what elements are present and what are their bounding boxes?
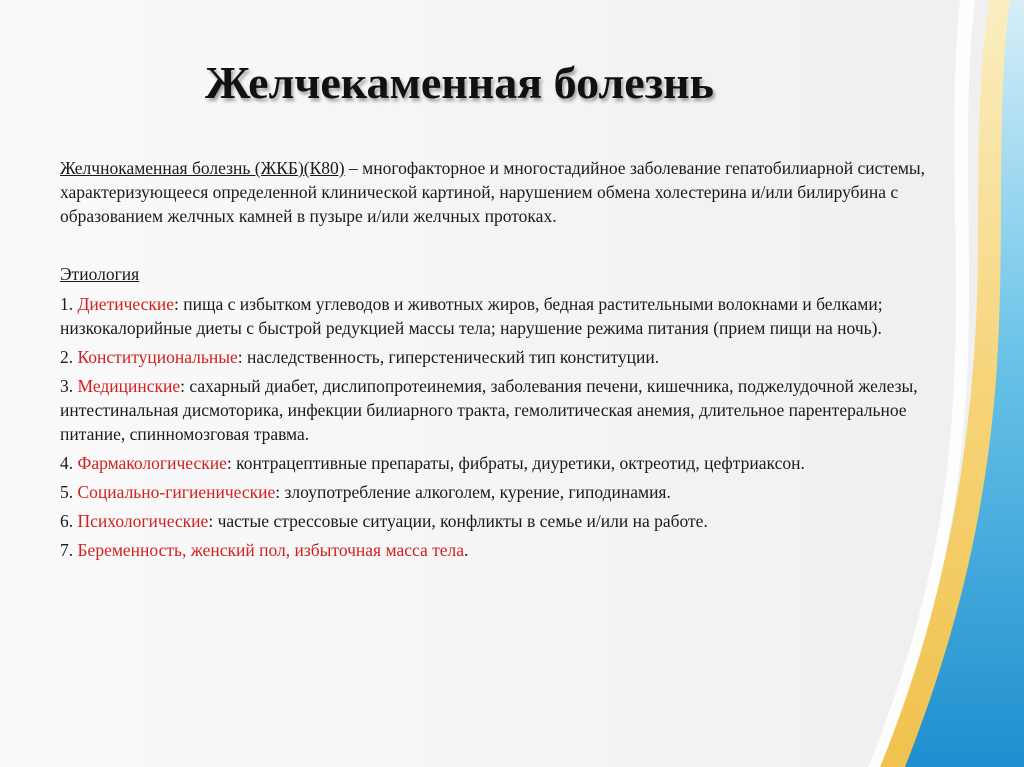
item-text: частые стрессовые ситуации, конфликты в семье и/или на работе. — [213, 511, 708, 531]
etiology-item-5 — [60, 480, 940, 504]
item-number: 6. — [60, 511, 78, 531]
item-category: Социально-гигиенические — [77, 482, 276, 502]
definition-term: Желчнокаменная болезнь (ЖКБ)(К80) — [60, 158, 345, 178]
item-text: сахарный диабет, дислипопротеинемия, заболевания печени, кишечника, поджелудочной железы, интестинальная дисмоторика, инфекции билиарного тракта, гемолитическая анемия, длительное парентеральное питание, спинномозговая травма. — [60, 376, 918, 444]
item-category: Фармакологические — [77, 453, 227, 473]
etiology-item-1 — [60, 292, 940, 340]
item-number: 7. — [60, 540, 78, 560]
item-separator: : — [275, 482, 281, 502]
item-separator: : — [208, 511, 214, 531]
item-number: 5. — [60, 482, 78, 502]
etiology-item-4 — [60, 451, 940, 475]
item-category: Диетические — [77, 294, 174, 314]
etiology-item-2 — [60, 345, 940, 369]
page-title: Желчекаменная болезнь — [205, 57, 715, 108]
item-separator: : — [180, 376, 186, 396]
definition-paragraph — [60, 156, 940, 228]
item-text: . — [464, 540, 469, 560]
item-text: наследственность, гиперстенический тип конституции. — [242, 347, 660, 367]
item-number: 4. — [60, 453, 78, 473]
definition-text: – многофакторное и многостадийное заболевание гепатобилиарной системы, характеризующееся определенной клинической картиной, нарушением обмена холестерина и/или билирубина с образованием желчных камней в пузыре и/или желчных протоках. — [60, 158, 926, 226]
item-separator: : — [174, 294, 179, 314]
etiology-item-6 — [60, 509, 940, 533]
item-separator: : — [226, 453, 232, 473]
item-text: контрацептивные препараты, фибраты, диуретики, октреотид, цефтриаксон. — [231, 453, 805, 473]
item-separator: : — [237, 347, 243, 367]
item-number: 3. — [60, 376, 78, 396]
item-category: Медицинские — [77, 376, 181, 396]
item-number: 2. — [60, 347, 78, 367]
item-number: 1. — [60, 294, 78, 314]
item-text: пища с избытком углеводов и животных жиров, бедная растительными волокнами и белками; низкокалорийные диеты с быстрой редукцией массы тела; нарушение режима питания (прием пищи на ночь). — [60, 294, 883, 338]
item-category: Психологические — [77, 511, 209, 531]
item-category: Конституциональные — [77, 347, 238, 367]
slide-content — [60, 156, 940, 567]
item-category: Беременность, женский пол, избыточная масса тела — [77, 540, 465, 560]
etiology-item-7 — [60, 538, 940, 562]
item-text: злоупотребление алкоголем, курение, гиподинамия. — [280, 482, 671, 502]
etiology-item-3 — [60, 374, 940, 446]
etiology-heading: Этиология — [60, 264, 140, 284]
